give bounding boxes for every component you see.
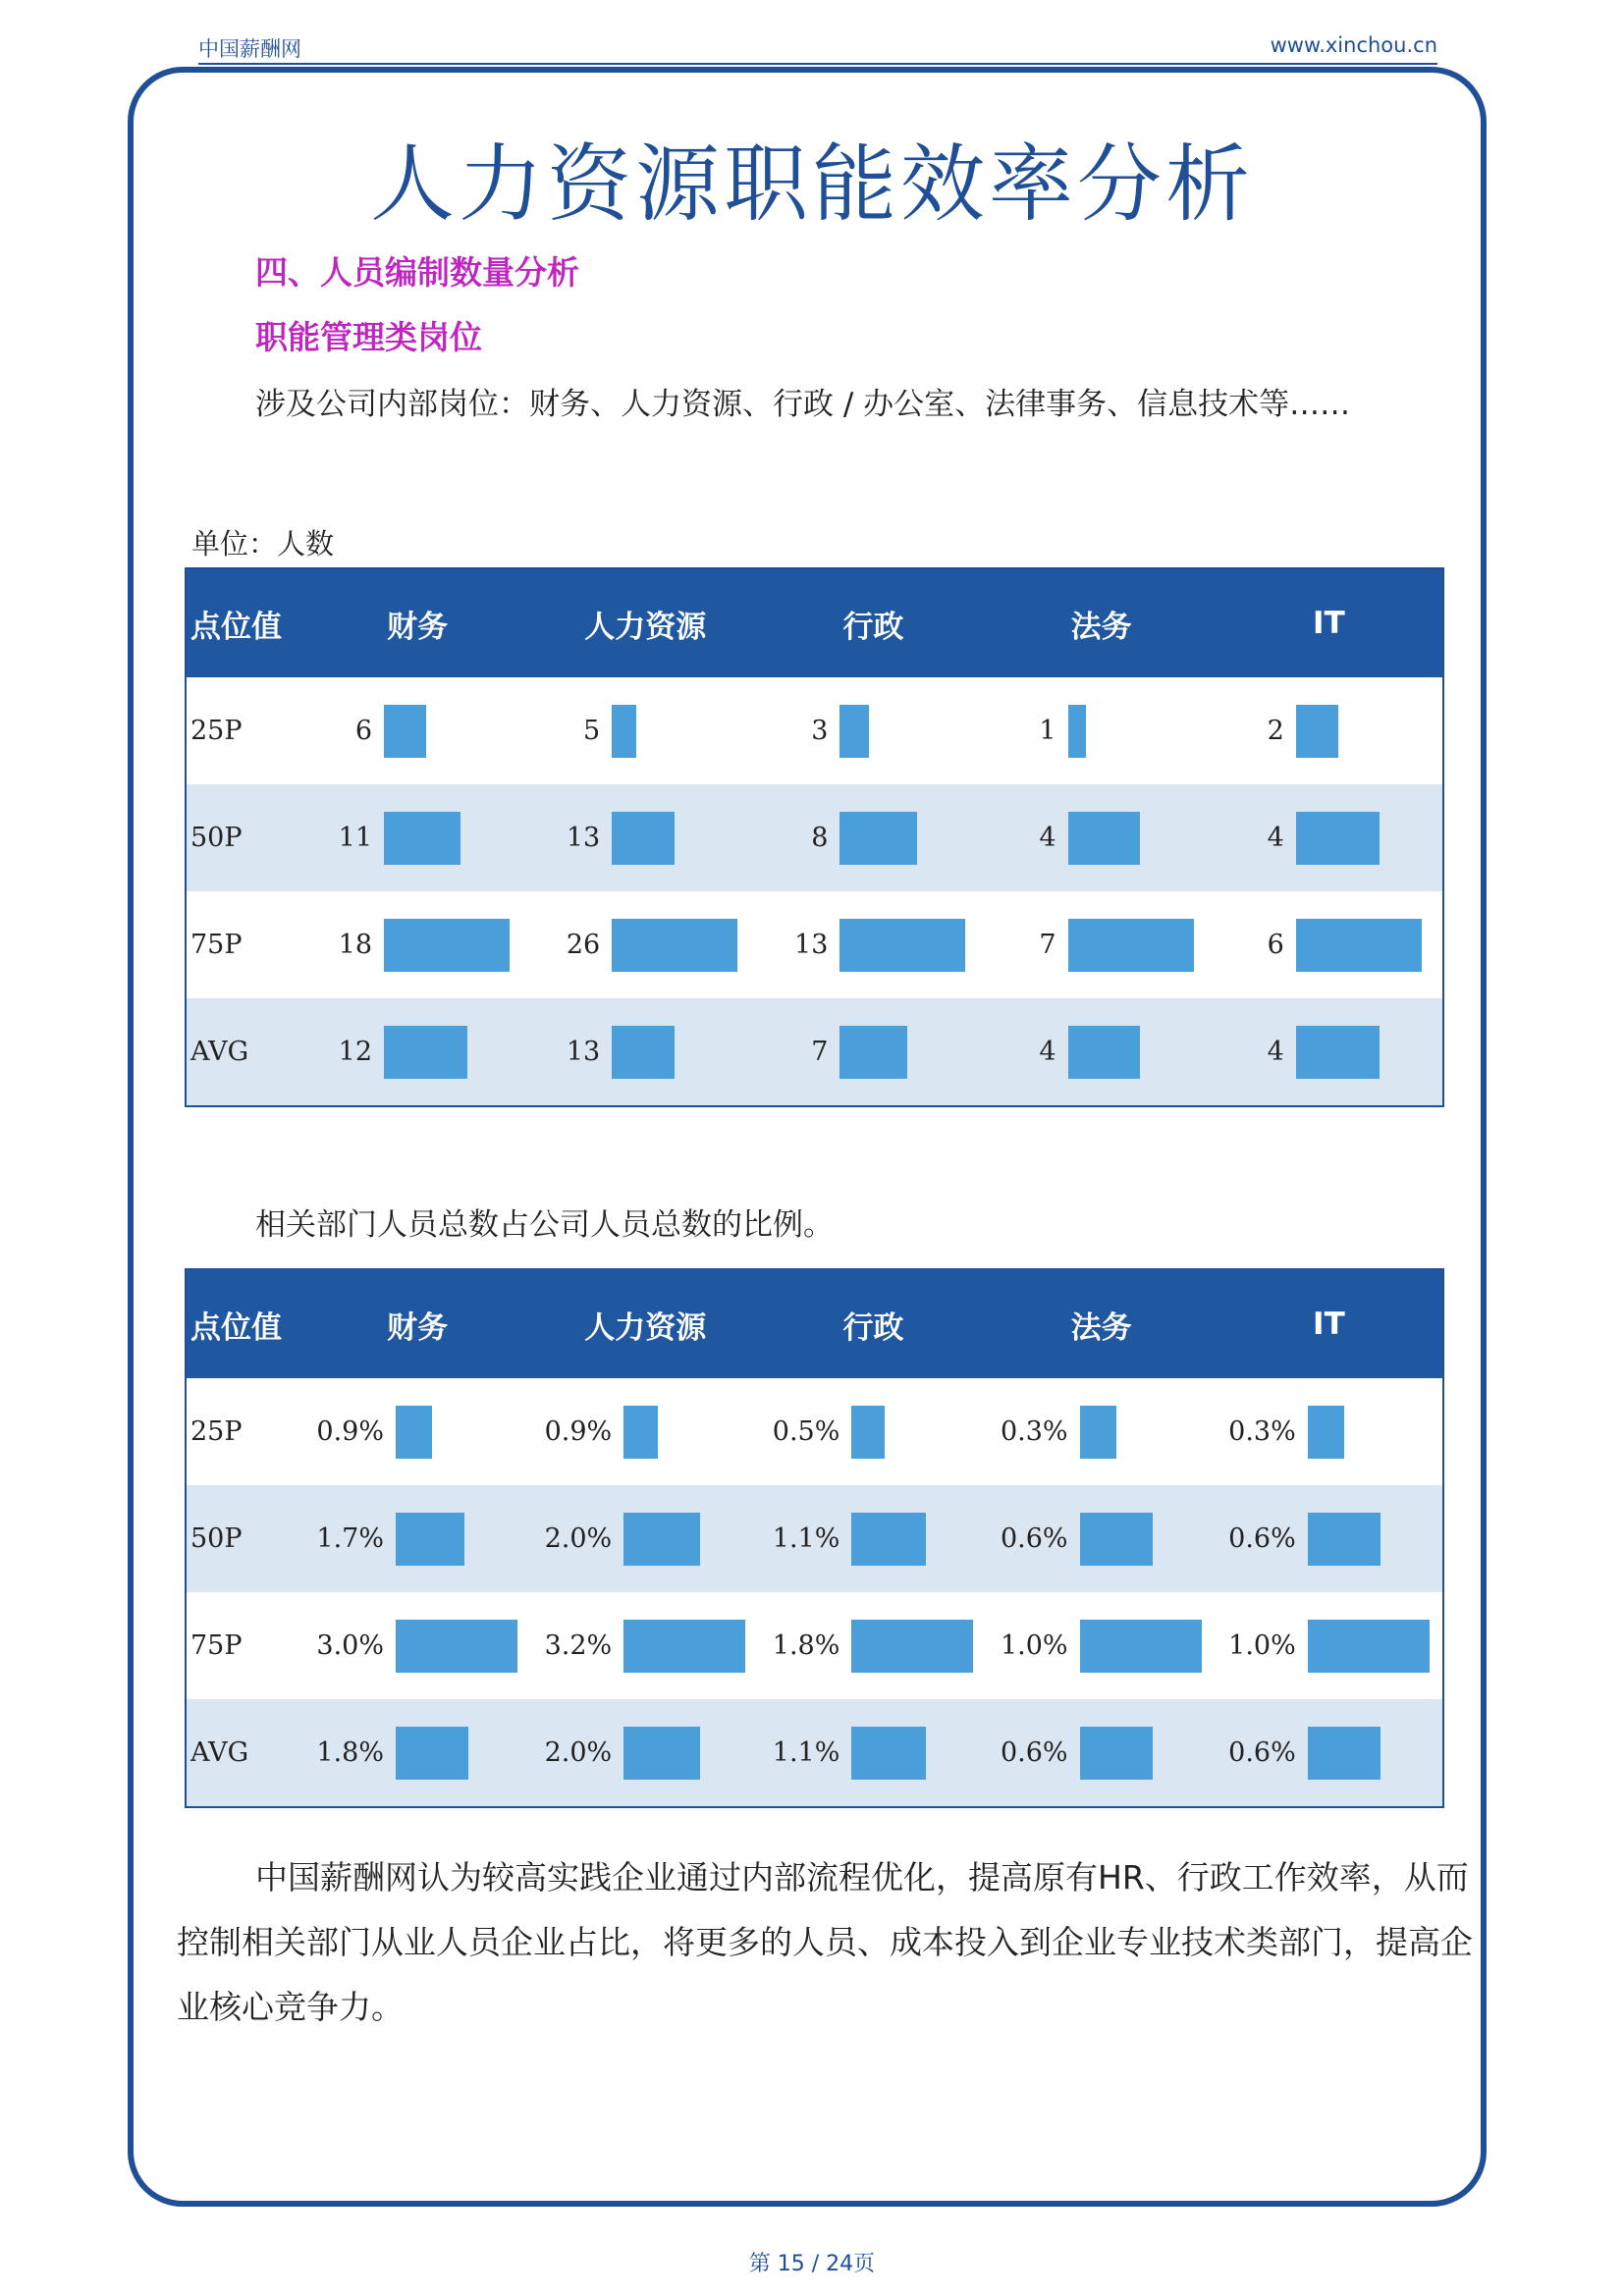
data-bar xyxy=(623,1406,658,1459)
data-cell xyxy=(1216,677,1443,784)
data-cell xyxy=(988,1699,1216,1807)
data-bar xyxy=(1296,919,1422,972)
data-bar xyxy=(1296,1026,1380,1079)
header-rule xyxy=(198,63,1437,65)
data-cell xyxy=(303,1378,531,1485)
unit-label: 单位：人数 xyxy=(191,527,335,561)
data-cell xyxy=(988,784,1216,891)
data-cell xyxy=(303,677,531,784)
data-bar xyxy=(1080,1727,1153,1780)
data-bar xyxy=(384,705,426,758)
header-cell: 法务 xyxy=(988,1269,1216,1378)
table-row xyxy=(186,1592,1443,1699)
header-cell: IT xyxy=(1216,1269,1443,1378)
header-cell: 人力资源 xyxy=(531,1269,759,1378)
page-title: 人力资源职能效率分析 xyxy=(370,135,1254,234)
cell-value: 4 xyxy=(1267,823,1284,853)
data-bar xyxy=(623,1727,700,1780)
row-label: 25P xyxy=(190,716,243,746)
data-bar xyxy=(612,919,737,972)
data-bar xyxy=(1068,705,1086,758)
header-cell: 人力资源 xyxy=(531,568,759,677)
cell-value: 12 xyxy=(338,1037,372,1067)
data-bar xyxy=(1068,812,1140,865)
data-cell xyxy=(1216,891,1443,998)
ratio-caption: 相关部门人员总数占公司人员总数的比例。 xyxy=(255,1207,834,1243)
cell-value: 4 xyxy=(1039,1037,1056,1067)
cell-value: 18 xyxy=(338,930,372,960)
data-bar xyxy=(851,1513,926,1566)
data-bar xyxy=(1080,1513,1153,1566)
cell-value: 26 xyxy=(566,930,601,960)
data-cell xyxy=(303,784,531,891)
cell-value: 2.0% xyxy=(544,1523,613,1554)
data-cell xyxy=(759,1485,987,1592)
row-label: AVG xyxy=(186,998,303,1106)
data-cell xyxy=(531,784,759,891)
row-label: AVG xyxy=(186,1699,303,1807)
cell-value: 1.1% xyxy=(772,1737,840,1768)
cell-value: 1.0% xyxy=(1000,1630,1068,1661)
data-cell xyxy=(988,677,1216,784)
data-bar xyxy=(1080,1620,1202,1673)
data-bar xyxy=(612,812,675,865)
data-cell xyxy=(531,1592,759,1699)
data-cell xyxy=(1216,1592,1443,1699)
data-bar xyxy=(851,1727,926,1780)
table-row xyxy=(186,998,1443,1106)
header-cell: 行政 xyxy=(759,1269,987,1378)
data-bar xyxy=(851,1620,973,1673)
cell-value: 8 xyxy=(811,823,829,853)
data-cell xyxy=(1216,1699,1443,1807)
header-cell: 点位值 xyxy=(186,1269,303,1378)
data-bar xyxy=(839,919,965,972)
data-bar xyxy=(1296,812,1380,865)
cell-value: 7 xyxy=(1039,930,1056,960)
intro-text: 涉及公司内部岗位：财务、人力资源、行政 / 办公室、法律事务、信息技术等…… xyxy=(255,387,1351,422)
cell-value: 7 xyxy=(811,1037,829,1067)
subheading: 职能管理类岗位 xyxy=(255,318,482,356)
header-cell: 法务 xyxy=(988,568,1216,677)
cell-value: 3 xyxy=(811,716,829,746)
data-bar xyxy=(612,705,636,758)
data-cell xyxy=(759,891,987,998)
data-bar xyxy=(1068,919,1194,972)
header-cell: IT xyxy=(1216,568,1443,677)
data-bar xyxy=(1080,1406,1116,1459)
cell-value: 13 xyxy=(566,823,601,853)
header-cell: 行政 xyxy=(759,568,987,677)
cell-value: 6 xyxy=(1267,930,1284,960)
data-cell xyxy=(303,891,531,998)
data-bar xyxy=(384,919,510,972)
cell-value: 1.7% xyxy=(316,1523,384,1554)
data-cell xyxy=(988,891,1216,998)
cell-value: 0.6% xyxy=(1000,1737,1068,1768)
data-cell xyxy=(531,998,759,1106)
data-bar xyxy=(1296,705,1338,758)
data-cell xyxy=(759,1699,987,1807)
data-cell xyxy=(303,998,531,1106)
cell-value: 0.6% xyxy=(1228,1737,1296,1768)
cell-value: 1.8% xyxy=(316,1737,384,1768)
data-bar xyxy=(1068,1026,1140,1079)
conclusion-paragraph: 中国薪酬网认为较高实践企业通过内部流程优化，提高原有HR、行政工作效率，从而控制相关部门从业人员企业占比，将更多的人员、成本投入到企业专业技术类部门，提高企业核心竞争力。 xyxy=(177,1858,1473,2026)
cell-value: 6 xyxy=(354,716,372,746)
data-cell xyxy=(303,1592,531,1699)
data-bar xyxy=(396,1406,432,1459)
table-row xyxy=(186,1485,1443,1592)
data-cell xyxy=(1216,1378,1443,1485)
data-bar xyxy=(384,1026,467,1079)
data-bar xyxy=(1308,1406,1344,1459)
data-bar xyxy=(612,1026,675,1079)
cell-value: 3.2% xyxy=(544,1630,613,1661)
data-cell xyxy=(531,677,759,784)
data-bar xyxy=(1308,1513,1380,1566)
data-bar xyxy=(1308,1727,1380,1780)
table-header-row xyxy=(186,1269,1443,1378)
header-cell: 财务 xyxy=(303,568,531,677)
section-heading: 四、人员编制数量分析 xyxy=(255,253,579,292)
cell-value: 0.3% xyxy=(1228,1416,1296,1447)
data-bar xyxy=(839,812,917,865)
cell-value: 4 xyxy=(1039,823,1056,853)
header-site-name: 中国薪酬网 xyxy=(198,37,301,61)
cell-value: 13 xyxy=(566,1037,601,1067)
page-number: 第 15 / 24页 xyxy=(748,2252,876,2276)
cell-value: 4 xyxy=(1267,1037,1284,1067)
cell-value: 0.6% xyxy=(1000,1523,1068,1554)
cell-value: 3.0% xyxy=(316,1630,384,1661)
data-cell xyxy=(1216,784,1443,891)
data-bar xyxy=(839,705,869,758)
headcount-table xyxy=(185,567,1444,1107)
data-cell xyxy=(759,1378,987,1485)
cell-value: 1.8% xyxy=(772,1630,840,1661)
data-cell xyxy=(531,1485,759,1592)
ratio-table xyxy=(185,1268,1444,1808)
cell-value: 0.9% xyxy=(544,1416,613,1447)
data-bar xyxy=(851,1406,885,1459)
table-row xyxy=(186,677,1443,784)
row-label: 75P xyxy=(190,1630,243,1661)
data-cell xyxy=(988,998,1216,1106)
data-cell xyxy=(1216,998,1443,1106)
cell-value: 0.5% xyxy=(772,1416,840,1447)
cell-value: 2 xyxy=(1267,716,1284,746)
data-cell xyxy=(531,1699,759,1807)
cell-value: 2.0% xyxy=(544,1737,613,1768)
table-row xyxy=(186,1699,1443,1807)
row-label: 50P xyxy=(186,784,303,891)
data-cell xyxy=(303,1485,531,1592)
row-label: 50P xyxy=(186,1485,303,1592)
cell-value: 13 xyxy=(794,930,829,960)
data-cell xyxy=(759,998,987,1106)
table-row xyxy=(186,784,1443,891)
data-cell xyxy=(531,1378,759,1485)
data-bar xyxy=(396,1620,517,1673)
header-cell: 财务 xyxy=(303,1269,531,1378)
data-bar xyxy=(623,1513,700,1566)
header-url[interactable]: www.xinchou.cn xyxy=(1270,33,1437,57)
table-row xyxy=(186,891,1443,998)
data-cell xyxy=(759,784,987,891)
data-bar xyxy=(839,1026,907,1079)
cell-value: 1.0% xyxy=(1228,1630,1296,1661)
data-cell xyxy=(759,1592,987,1699)
cell-value: 0.6% xyxy=(1228,1523,1296,1554)
data-bar xyxy=(384,812,460,865)
data-cell xyxy=(531,891,759,998)
data-bar xyxy=(396,1727,468,1780)
cell-value: 11 xyxy=(338,823,372,853)
cell-value: 1.1% xyxy=(772,1523,840,1554)
data-cell xyxy=(759,677,987,784)
table-row xyxy=(186,1378,1443,1485)
row-label: 75P xyxy=(190,930,243,960)
data-bar xyxy=(396,1513,464,1566)
data-cell xyxy=(988,1378,1216,1485)
data-cell xyxy=(303,1699,531,1807)
cell-value: 0.9% xyxy=(316,1416,384,1447)
cell-value: 1 xyxy=(1039,716,1056,746)
data-cell xyxy=(988,1592,1216,1699)
table-header-row xyxy=(186,568,1443,677)
data-bar xyxy=(1308,1620,1430,1673)
data-cell xyxy=(1216,1485,1443,1592)
data-cell xyxy=(988,1485,1216,1592)
data-bar xyxy=(623,1620,745,1673)
cell-value: 0.3% xyxy=(1000,1416,1068,1447)
row-label: 25P xyxy=(190,1416,243,1447)
header-cell: 点位值 xyxy=(186,568,303,677)
cell-value: 5 xyxy=(583,716,601,746)
